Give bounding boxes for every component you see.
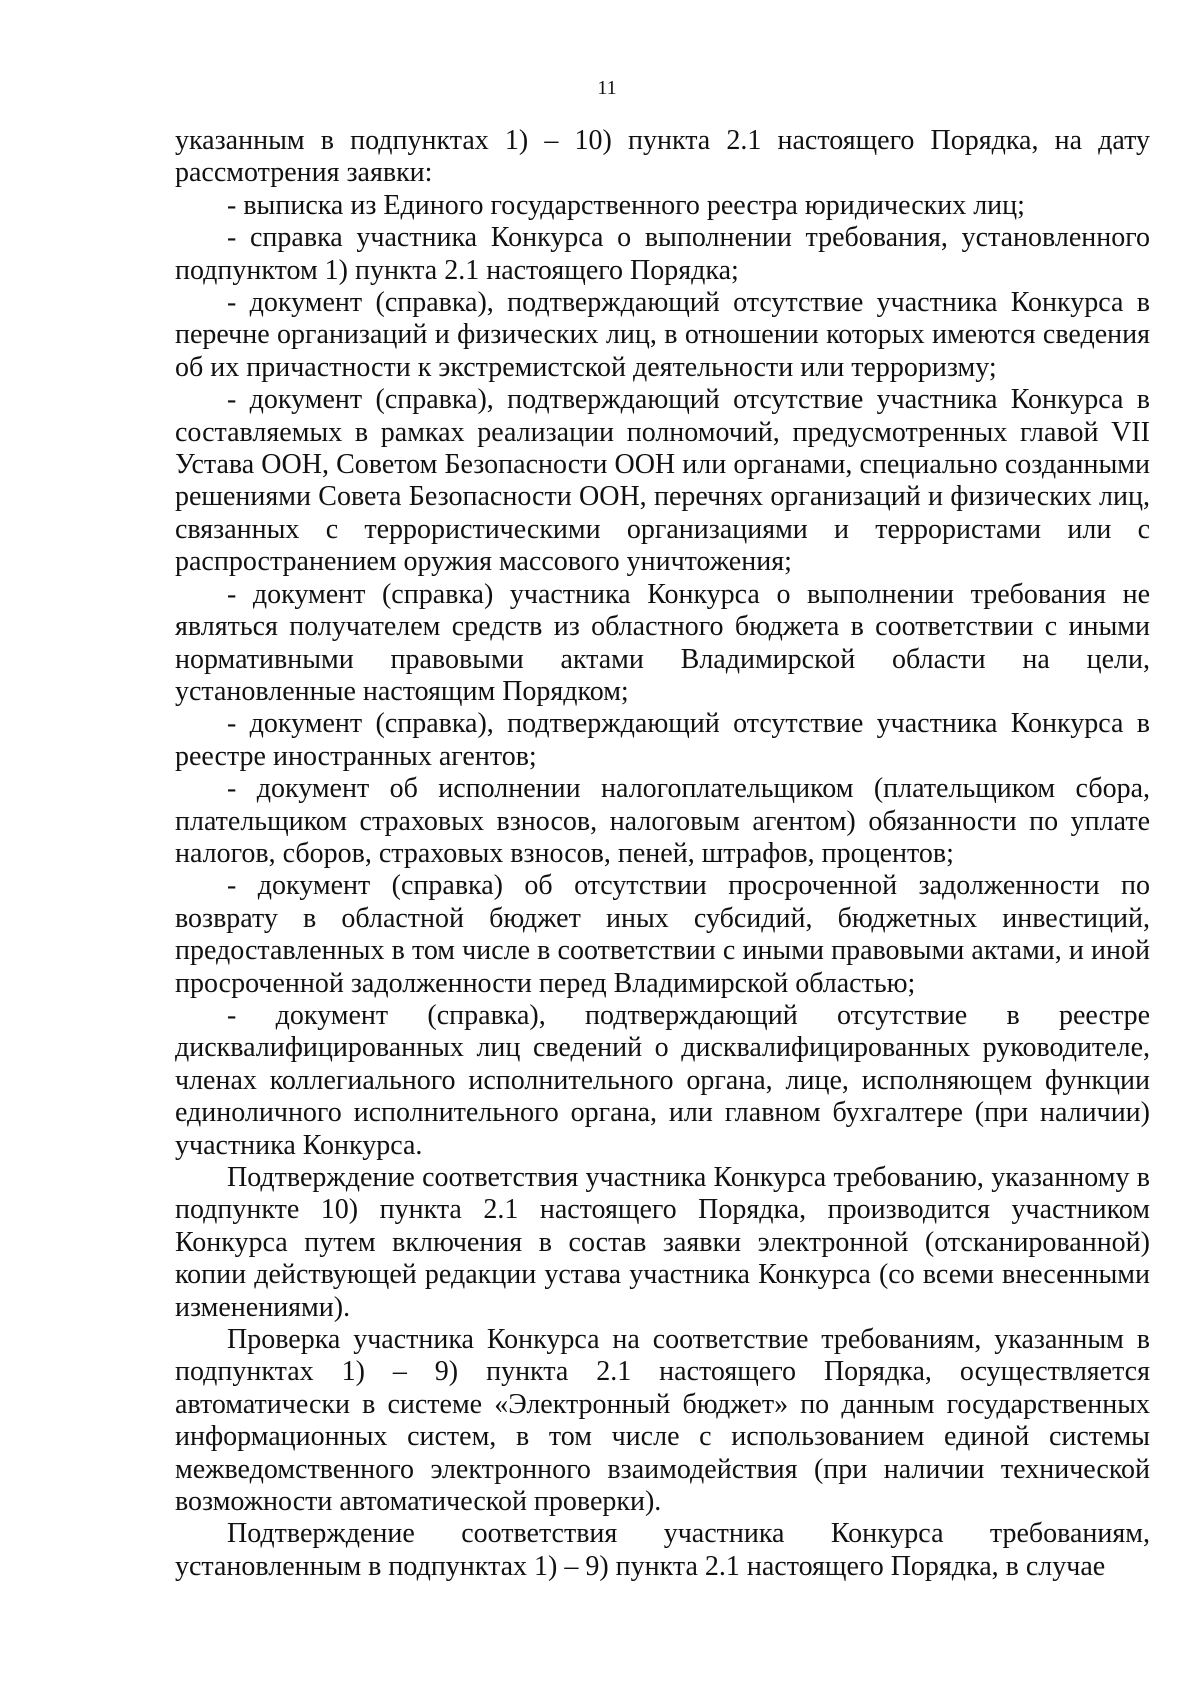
page-number: 11 [597,77,617,99]
paragraph: - документ (справка), подтверждающий отсутствие участника Конкурса в перечне организаций и физических лиц, в отношении которых имеются сведения об их причастности к экстремистской деятельности или терроризму; [175,287,1150,383]
paragraph: Подтверждение соответствия участника Конкурса требованиям, установленным в подпунктах 1) – 9) пункта 2.1 настоящего Порядка, в случае [175,1518,1150,1582]
paragraph: - документ (справка), подтверждающий отсутствие участника Конкурса в реестре иностранных агентов; [175,708,1150,772]
paragraph: - выписка из Единого государственного реестра юридических лиц; [227,189,1025,221]
paragraph: - справка участника Конкурса о выполнении требования, установленного подпунктом 1) пункта 2.1 настоящего Порядка; [175,222,1150,286]
paragraph: указанным в подпунктах 1) – 10) пункта 2.1 настоящего Порядка, на дату рассмотрения заявки: [175,125,1150,189]
paragraph: Подтверждение соответствия участника Конкурса требованию, указанному в подпункте 10) пункта 2.1 настоящего Порядка, производится участником Конкурса путем включения в состав заявки электронной (отсканированной) копии действующей редакции устава участника Конкурса (со всеми внесенными изменениями). [175,1162,1150,1323]
paragraph: - документ (справка) об отсутствии просроченной задолженности по возврату в областной бюджет иных субсидий, бюджетных инвестиций, предоставленных в том числе в соответствии с иными правовыми актами, и иной просроченной задолженности перед Владимирской областью; [175,870,1150,999]
paragraph: Проверка участника Конкурса на соответствие требованиям, указанным в подпунктах 1) – 9) пункта 2.1 настоящего Порядка, осуществляется автоматически в системе «Электронный бюджет» по данным государственных информационных систем, в том числе с использованием единой системы межведомственного электронного взаимодействия (при наличии технической возможности автоматической проверки). [175,1324,1150,1518]
paragraph: - документ об исполнении налогоплательщиком (плательщиком сбора, плательщиком страховых взносов, налоговым агентом) обязанности по уплате налогов, сборов, страховых взносов, пеней, штрафов, процентов; [175,773,1150,869]
document-body [175,125,1150,1583]
paragraph: - документ (справка), подтверждающий отсутствие в реестре дисквалифицированных лиц сведений о дисквалифицированных руководителе, членах коллегиального исполнительного органа, лице, исполняющем функции единоличного исполнительного органа, или главном бухгалтере (при наличии) участника Конкурса. [175,999,1150,1161]
paragraph: - документ (справка) участника Конкурса о выполнении требования не являться получателем средств из областного бюджета в соответствии с иными нормативными правовыми актами Владимирской области на цели, установленные настоящим Порядком; [175,578,1150,707]
paragraph: - документ (справка), подтверждающий отсутствие участника Конкурса в составляемых в рамках реализации полномочий, предусмотренных главой VII Устава ООН, Советом Безопасности ООН или органами, специально созданными решениями Совета Безопасности ООН, перечнях организаций и физических лиц, связанных с террористическими организациями и террористами или с распространением оружия массового уничтожения; [175,384,1150,578]
